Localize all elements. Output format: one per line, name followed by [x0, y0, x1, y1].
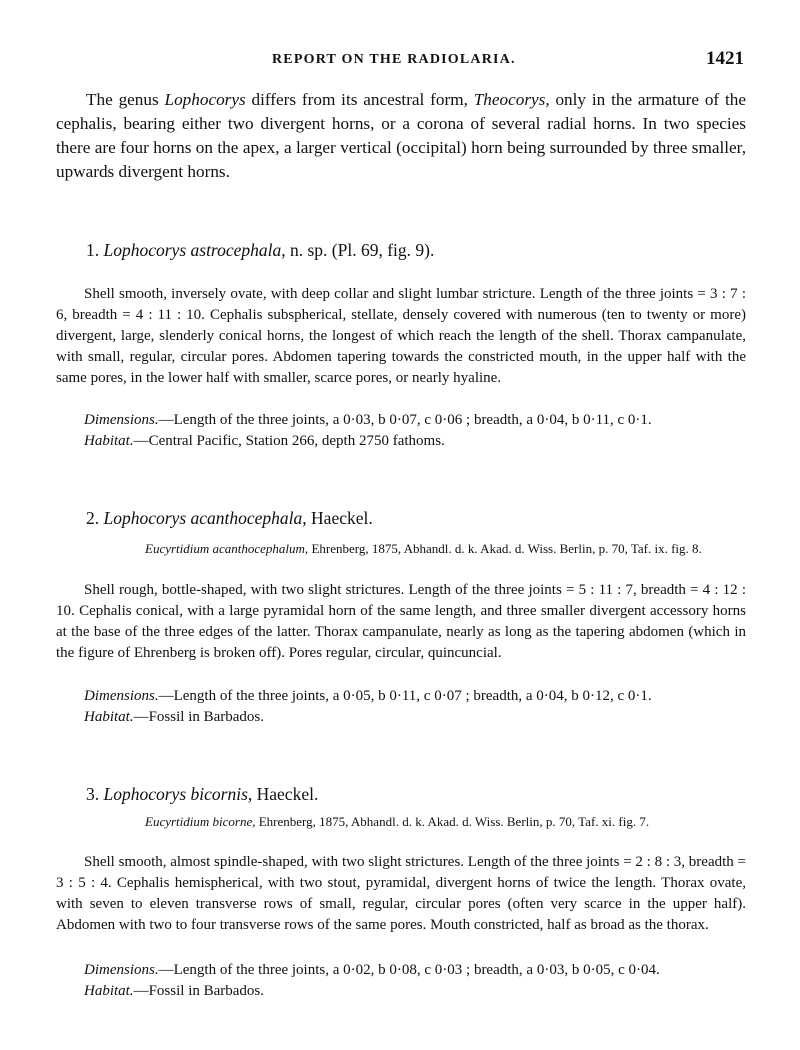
- species-synonym-2: Eucyrtidium acanthocephalum, Ehrenberg, 1875, Abhandl. d. k. Akad. d. Wiss. Berlin, p. 70, Taf. ix. fig. 8.: [145, 541, 702, 556]
- species-authority: Haeckel.: [306, 508, 373, 528]
- genus-name: Lophocorys: [164, 90, 246, 109]
- species-description-1: Shell smooth, inversely ovate, with deep collar and slight lumbar stricture. Length of the three joints = 3 : 7 : 6, breadth = 4 : 11 : 10. Cephalis subspherical, stellate, densely covered with numerous (ten to twenty or more) divergent, large, slenderly conical horns, the longest of which reach the length of the shell. Thorax campanulate, with small, regular, circular pores. Abdomen tapering towards the constricted mouth, in the upper half with the same pores, in the lower half with smaller, scarce pores, or nearly hyaline.: [56, 286, 746, 386]
- running-header: [0, 48, 800, 74]
- species-habitat-3: Habitat.—Fossil in Barbados.: [84, 983, 265, 999]
- running-title: REPORT ON THE RADIOLARIA.: [272, 52, 516, 67]
- page-number: 1421: [706, 48, 744, 69]
- species-authority: Haeckel.: [252, 784, 319, 804]
- species-name: Lophocorys astrocephala,: [103, 240, 286, 260]
- species-authority: n. sp. (Pl. 69, fig. 9).: [285, 240, 435, 260]
- species-name: Lophocorys acanthocephala,: [103, 508, 307, 528]
- species-dimensions-1: Dimensions.—Length of the three joints, a 0·03, b 0·07, c 0·06 ; breadth, a 0·04, b 0·11, c 0·1.: [84, 412, 652, 428]
- species-name: Lophocorys bicornis,: [103, 784, 253, 804]
- species-title-1: 1. Lophocorys astrocephala, n. sp. (Pl. 69, fig. 9).: [86, 240, 435, 260]
- species-dimensions-2: Dimensions.—Length of the three joints, a 0·05, b 0·11, c 0·07 ; breadth, a 0·04, b 0·12, c 0·1.: [84, 688, 652, 704]
- species-title-2: 2. Lophocorys acanthocephala, Haeckel.: [86, 508, 373, 528]
- species-description-2: Shell rough, bottle-shaped, with two slight strictures. Length of the three joints = 5 : 11 : 7, breadth = 4 : 12 : 10. Cephalis conical, with a large pyramidal horn of the same length, and three smaller divergent accessory horns at the base of the three edges of the latter. Thorax campanulate, nearly as long as the tapering abdomen (which in the figure of Ehrenberg is broken off). Pores regular, circular, quincuncial.: [56, 582, 746, 661]
- intro-paragraph: The genus Lophocorys differs from its ancestral form, Theocorys, only in the armature of the cephalis, bearing either two divergent horns, or a corona of several radial horns. In two species there are four horns on the apex, a larger vertical (occipital) horn being surrounded by three smaller, upwards divergent horns.: [56, 90, 746, 181]
- species-habitat-2: Habitat.—Fossil in Barbados.: [84, 709, 265, 725]
- species-synonym-3: Eucyrtidium bicorne, Ehrenberg, 1875, Abhandl. d. k. Akad. d. Wiss. Berlin, p. 70, Taf. xi. fig. 7.: [145, 814, 650, 829]
- species-habitat-1: Habitat.—Central Pacific, Station 266, depth 2750 fathoms.: [84, 433, 445, 449]
- species-description-3: Shell smooth, almost spindle-shaped, with two slight strictures. Length of the three joints = 2 : 8 : 3, breadth = 3 : 5 : 4. Cephalis hemispherical, with two stout, pyramidal, divergent horns of twice the length. Thorax ovate, with seven to eleven transverse rows of small, regular, circular pores (often very scarce in the upper half). Abdomen with two to four transverse rows of the same pores. Mouth constricted, half as broad as the thorax.: [56, 854, 746, 933]
- species-title-3: 3. Lophocorys bicornis, Haeckel.: [86, 784, 319, 804]
- ancestor-name: Theocorys,: [473, 90, 550, 109]
- species-dimensions-3: Dimensions.—Length of the three joints, a 0·02, b 0·08, c 0·03 ; breadth, a 0·03, b 0·05, c 0·04.: [84, 962, 660, 978]
